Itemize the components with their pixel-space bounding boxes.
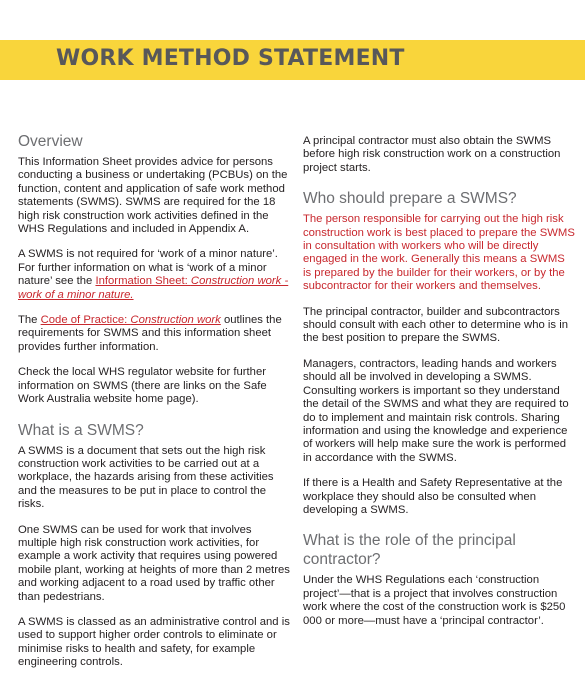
- page-title: WORK METHOD STATEMENT: [56, 46, 405, 71]
- what-is-swms-heading: What is a SWMS?: [18, 421, 144, 439]
- principal-contractor-paragraph: A principal contractor must also obtain the SWMS before high risk construction work on a construction project starts.: [303, 135, 561, 174]
- right-column: [303, 135, 575, 640]
- role-of-principal-heading: What is the role of the principal contractor?: [303, 532, 516, 569]
- overview-paragraph-3-lead: The: [18, 314, 41, 327]
- code-of-practice-link-text: Code of Practice:: [40, 314, 131, 327]
- role-paragraph-1: Under the WHS Regulations each ‘construction project’—that is a project that involves construction work where the cost of the construction work is $250 000 or more—must have a ‘principal contractor’.: [303, 574, 566, 627]
- overview-paragraph-2: [18, 248, 290, 302]
- overview-paragraph-2-text: A SWMS is not required for ‘work of a minor nature’. For further information on what is ‘work of a minor nature’ see the: [18, 248, 278, 288]
- overview-paragraph-3: [18, 314, 290, 354]
- code-of-practice-link[interactable]: [41, 314, 221, 326]
- construction-work-link-text: Construction work: [130, 314, 221, 327]
- swms-paragraph-1: A SWMS is a document that sets out the high risk construction work activities to be carried out at a workplace, the hazards arising from these activities and the measures to be put in place to control the risks.: [18, 444, 274, 511]
- information-sheet-link[interactable]: Information Sheet:: [95, 275, 191, 288]
- title-banner: [0, 40, 585, 80]
- swms-paragraph-2: One SWMS can be used for work that involves multiple high risk construction work activities, for example a work activity that requires using powered mobile plant, working at heights of more than 2 metres and working adjacent to a road used by traffic other than pedestrians.: [18, 523, 290, 603]
- overview-paragraph-4: Check the local WHS regulator website for further information on SWMS (there are links on the Safe Work Australia website home page).: [18, 366, 267, 406]
- who-paragraph-2: The principal contractor, builder and subcontractors should consult with each other to determine who is in the best position to prepare the SWMS.: [303, 305, 568, 345]
- construction-work-minor-link[interactable]: Construction work - work of a minor nature.: [18, 275, 289, 301]
- who-paragraph-4: If there is a Health and Safety Representative at the workplace they should also be consulted when developing a SWMS.: [303, 477, 563, 516]
- overview-heading: Overview: [18, 133, 83, 150]
- swms-paragraph-3: A SWMS is classed as an administrative control and is used to support higher order controls to eliminate or minimise risks to health and safety, for example engineering controls.: [18, 615, 290, 669]
- left-column: [18, 132, 290, 682]
- who-paragraph-1: The person responsible for carrying out the high risk construction work is best placed to prepare the SWMS in consultation with workers who will be directly engaged in the work. Generally this means a SWMS is prepared by the builder for their workers, or by the subcontractor for their workers and themselves.: [303, 213, 575, 293]
- overview-paragraph-3-text: outlines the requirements for SWMS and this information sheet provides further information.: [18, 314, 282, 353]
- who-paragraph-3: Managers, contractors, leading hands and workers should all be involved in developing a SWMS. Consulting workers is important so they understand the detail of the SWMS and what they are required to do to implement and maintain risk controls. Sharing information and using the knowledge and experience of workers will help make sure the work is performed in accordance with the SWMS.: [303, 357, 569, 464]
- who-should-prepare-heading: Who should prepare a SWMS?: [303, 190, 517, 208]
- overview-paragraph-1: This Information Sheet provides advice for persons conducting a business or undertaking (PCBUs) on the function, content and application of safe work method statements (SWMS). SWMS are required for the 18 high risk construction work activities defined in the WHS Regulations and included in Appendix A.: [18, 156, 288, 236]
